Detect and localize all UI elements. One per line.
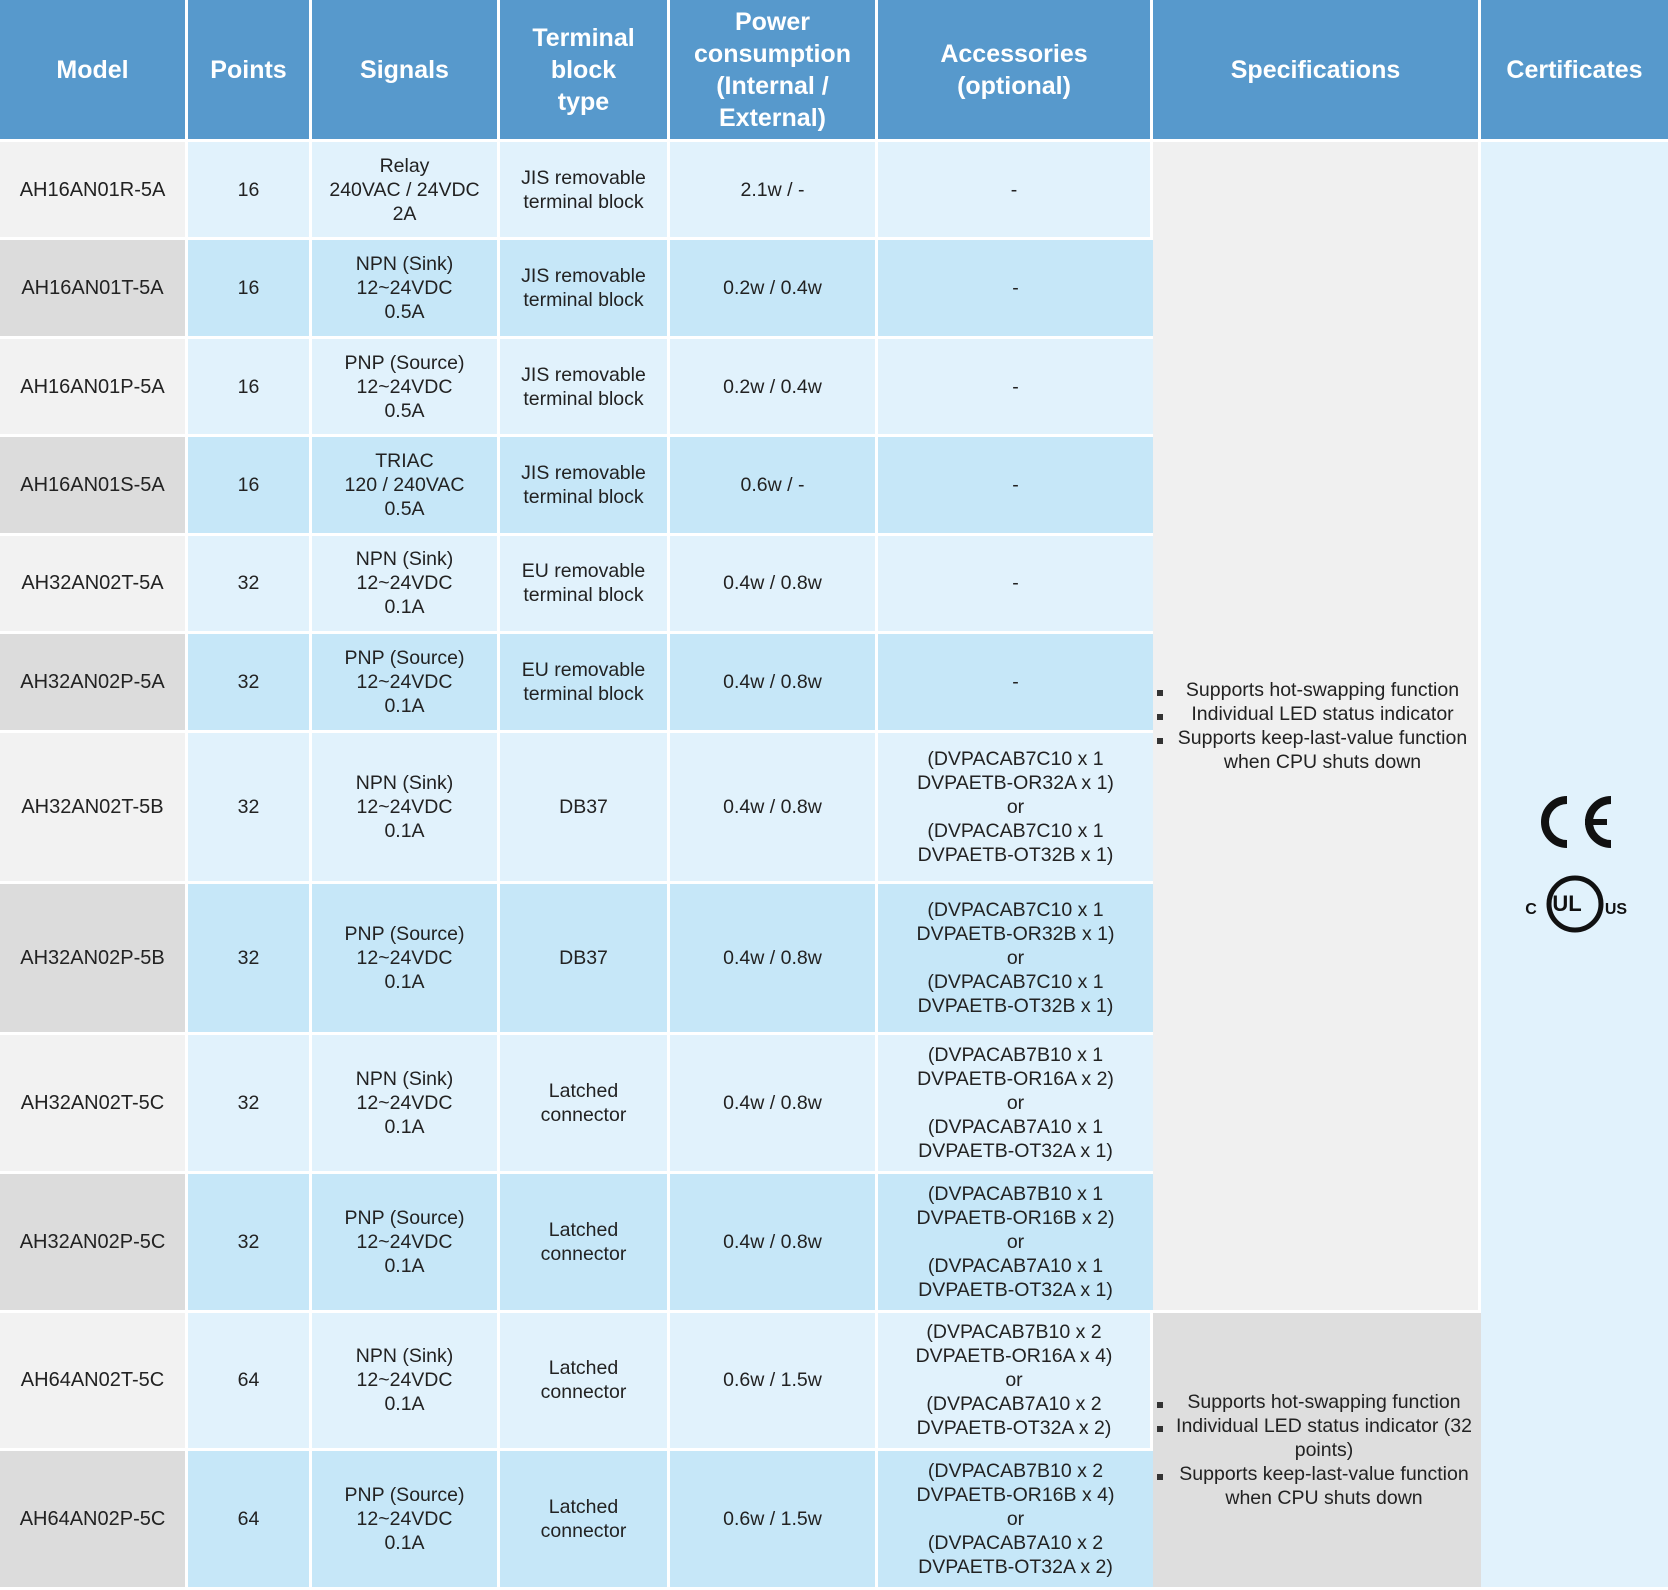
accessories-cell: - xyxy=(878,634,1153,732)
ce-mark-icon xyxy=(1535,794,1615,850)
model-cell: AH32AN02P-5C xyxy=(0,1174,188,1313)
accessories-cell: (DVPACAB7B10 x 1 DVPAETB-OR16B x 2) or (DVPACAB7A10 x 1 DVPAETB-OT32A x 1) xyxy=(878,1174,1153,1313)
signals-cell: NPN (Sink) 12~24VDC 0.1A xyxy=(312,733,500,884)
header-accessories: Accessories (optional) xyxy=(878,0,1153,142)
ul-mark-left: C xyxy=(1524,900,1537,918)
model-cell: AH64AN02T-5C xyxy=(0,1313,188,1452)
points-cell: 64 xyxy=(188,1313,312,1452)
model-cell: AH16AN01T-5A xyxy=(0,240,188,338)
terminal-cell: Latched connector xyxy=(500,1035,670,1174)
accessories-cell: (DVPACAB7B10 x 1 DVPAETB-OR16A x 2) or (DVPACAB7A10 x 1 DVPAETB-OT32A x 1) xyxy=(878,1035,1153,1174)
points-cell: 16 xyxy=(188,437,312,535)
accessories-cell: (DVPACAB7C10 x 1 DVPAETB-OR32A x 1) or (DVPACAB7C10 x 1 DVPAETB-OT32B x 1) xyxy=(878,733,1153,884)
header-certificates: Certificates xyxy=(1481,0,1668,142)
header-signals: Signals xyxy=(312,0,500,142)
accessories-cell: - xyxy=(878,437,1153,535)
signals-cell: NPN (Sink) 12~24VDC 0.1A xyxy=(312,1313,500,1452)
signals-cell: NPN (Sink) 12~24VDC 0.1A xyxy=(312,1035,500,1174)
power-cell: 0.6w / 1.5w xyxy=(670,1313,878,1452)
model-cell: AH16AN01P-5A xyxy=(0,339,188,437)
header-model: Model xyxy=(0,0,188,142)
model-cell: AH16AN01R-5A xyxy=(0,142,188,240)
points-cell: 16 xyxy=(188,339,312,437)
table-row xyxy=(0,142,1668,240)
accessories-cell: (DVPACAB7B10 x 2 DVPAETB-OR16A x 4) or (DVPACAB7A10 x 2 DVPAETB-OT32A x 2) xyxy=(878,1313,1153,1452)
terminal-cell: DB37 xyxy=(500,733,670,884)
power-cell: 0.6w / 1.5w xyxy=(670,1451,878,1590)
power-cell: 0.4w / 0.8w xyxy=(670,884,878,1035)
specifications-cell-a xyxy=(1153,142,1481,1313)
points-cell: 32 xyxy=(188,536,312,634)
power-cell: 0.6w / - xyxy=(670,437,878,535)
signals-cell: PNP (Source) 12~24VDC 0.1A xyxy=(312,1451,500,1590)
header-power-consumption: Power consumption (Internal / External) xyxy=(670,0,878,142)
certificates-cell xyxy=(1481,142,1668,1590)
terminal-cell: Latched connector xyxy=(500,1451,670,1590)
points-cell: 32 xyxy=(188,1174,312,1313)
ul-mark-right: US xyxy=(1604,900,1627,918)
header-points: Points xyxy=(188,0,312,142)
model-cell: AH32AN02T-5C xyxy=(0,1035,188,1174)
terminal-cell: JIS removable terminal block xyxy=(500,339,670,437)
terminal-cell: JIS removable terminal block xyxy=(500,142,670,240)
model-cell: AH64AN02P-5C xyxy=(0,1451,188,1590)
accessories-cell: (DVPACAB7B10 x 2 DVPAETB-OR16B x 4) or (DVPACAB7A10 x 2 DVPAETB-OT32A x 2) xyxy=(878,1451,1153,1590)
signals-cell: PNP (Source) 12~24VDC 0.1A xyxy=(312,884,500,1035)
signals-cell: Relay 240VAC / 24VDC 2A xyxy=(312,142,500,240)
signals-cell: NPN (Sink) 12~24VDC 0.1A xyxy=(312,536,500,634)
points-cell: 16 xyxy=(188,142,312,240)
terminal-cell: DB37 xyxy=(500,884,670,1035)
terminal-cell: JIS removable terminal block xyxy=(500,437,670,535)
points-cell: 32 xyxy=(188,634,312,732)
power-cell: 0.4w / 0.8w xyxy=(670,1174,878,1313)
terminal-cell: JIS removable terminal block xyxy=(500,240,670,338)
model-cell: AH32AN02T-5B xyxy=(0,733,188,884)
power-cell: 0.4w / 0.8w xyxy=(670,634,878,732)
power-cell: 2.1w / - xyxy=(670,142,878,240)
points-cell: 32 xyxy=(188,884,312,1035)
ul-mark-center: UL xyxy=(1551,890,1582,916)
points-cell: 64 xyxy=(188,1451,312,1590)
points-cell: 16 xyxy=(188,240,312,338)
signals-cell: PNP (Source) 12~24VDC 0.5A xyxy=(312,339,500,437)
cul-us-mark-icon xyxy=(1523,872,1627,936)
spec-item: Supports keep-last-value function when CPU shuts down xyxy=(1157,726,1474,774)
spec-item: Individual LED status indicator (32 points) xyxy=(1157,1414,1477,1462)
specifications-list-b xyxy=(1157,1390,1477,1510)
model-cell: AH32AN02P-5A xyxy=(0,634,188,732)
terminal-cell: EU removable terminal block xyxy=(500,536,670,634)
power-cell: 0.4w / 0.8w xyxy=(670,733,878,884)
accessories-cell: (DVPACAB7C10 x 1 DVPAETB-OR32B x 1) or (DVPACAB7C10 x 1 DVPAETB-OT32B x 1) xyxy=(878,884,1153,1035)
header-row xyxy=(0,0,1668,142)
table-row xyxy=(0,1313,1668,1452)
model-cell: AH16AN01S-5A xyxy=(0,437,188,535)
power-cell: 0.4w / 0.8w xyxy=(670,1035,878,1174)
accessories-cell: - xyxy=(878,142,1153,240)
model-cell: AH32AN02P-5B xyxy=(0,884,188,1035)
spec-item: Individual LED status indicator xyxy=(1157,702,1474,726)
signals-cell: NPN (Sink) 12~24VDC 0.5A xyxy=(312,240,500,338)
terminal-cell: Latched connector xyxy=(500,1174,670,1313)
spec-item: Supports keep-last-value function when CPU shuts down xyxy=(1157,1462,1477,1510)
spec-item: Supports hot-swapping function xyxy=(1157,678,1474,702)
accessories-cell: - xyxy=(878,339,1153,437)
points-cell: 32 xyxy=(188,1035,312,1174)
power-cell: 0.2w / 0.4w xyxy=(670,339,878,437)
power-cell: 0.4w / 0.8w xyxy=(670,536,878,634)
accessories-cell: - xyxy=(878,536,1153,634)
terminal-cell: EU removable terminal block xyxy=(500,634,670,732)
specifications-cell-b xyxy=(1153,1313,1481,1590)
points-cell: 32 xyxy=(188,733,312,884)
signals-cell: PNP (Source) 12~24VDC 0.1A xyxy=(312,1174,500,1313)
signals-cell: TRIAC 120 / 240VAC 0.5A xyxy=(312,437,500,535)
header-specifications: Specifications xyxy=(1153,0,1481,142)
spec-item: Supports hot-swapping function xyxy=(1157,1390,1477,1414)
header-terminal-block-type: Terminal block type xyxy=(500,0,670,142)
accessories-cell: - xyxy=(878,240,1153,338)
specifications-list-a xyxy=(1157,678,1474,774)
power-cell: 0.2w / 0.4w xyxy=(670,240,878,338)
model-cell: AH32AN02T-5A xyxy=(0,536,188,634)
signals-cell: PNP (Source) 12~24VDC 0.1A xyxy=(312,634,500,732)
terminal-cell: Latched connector xyxy=(500,1313,670,1452)
